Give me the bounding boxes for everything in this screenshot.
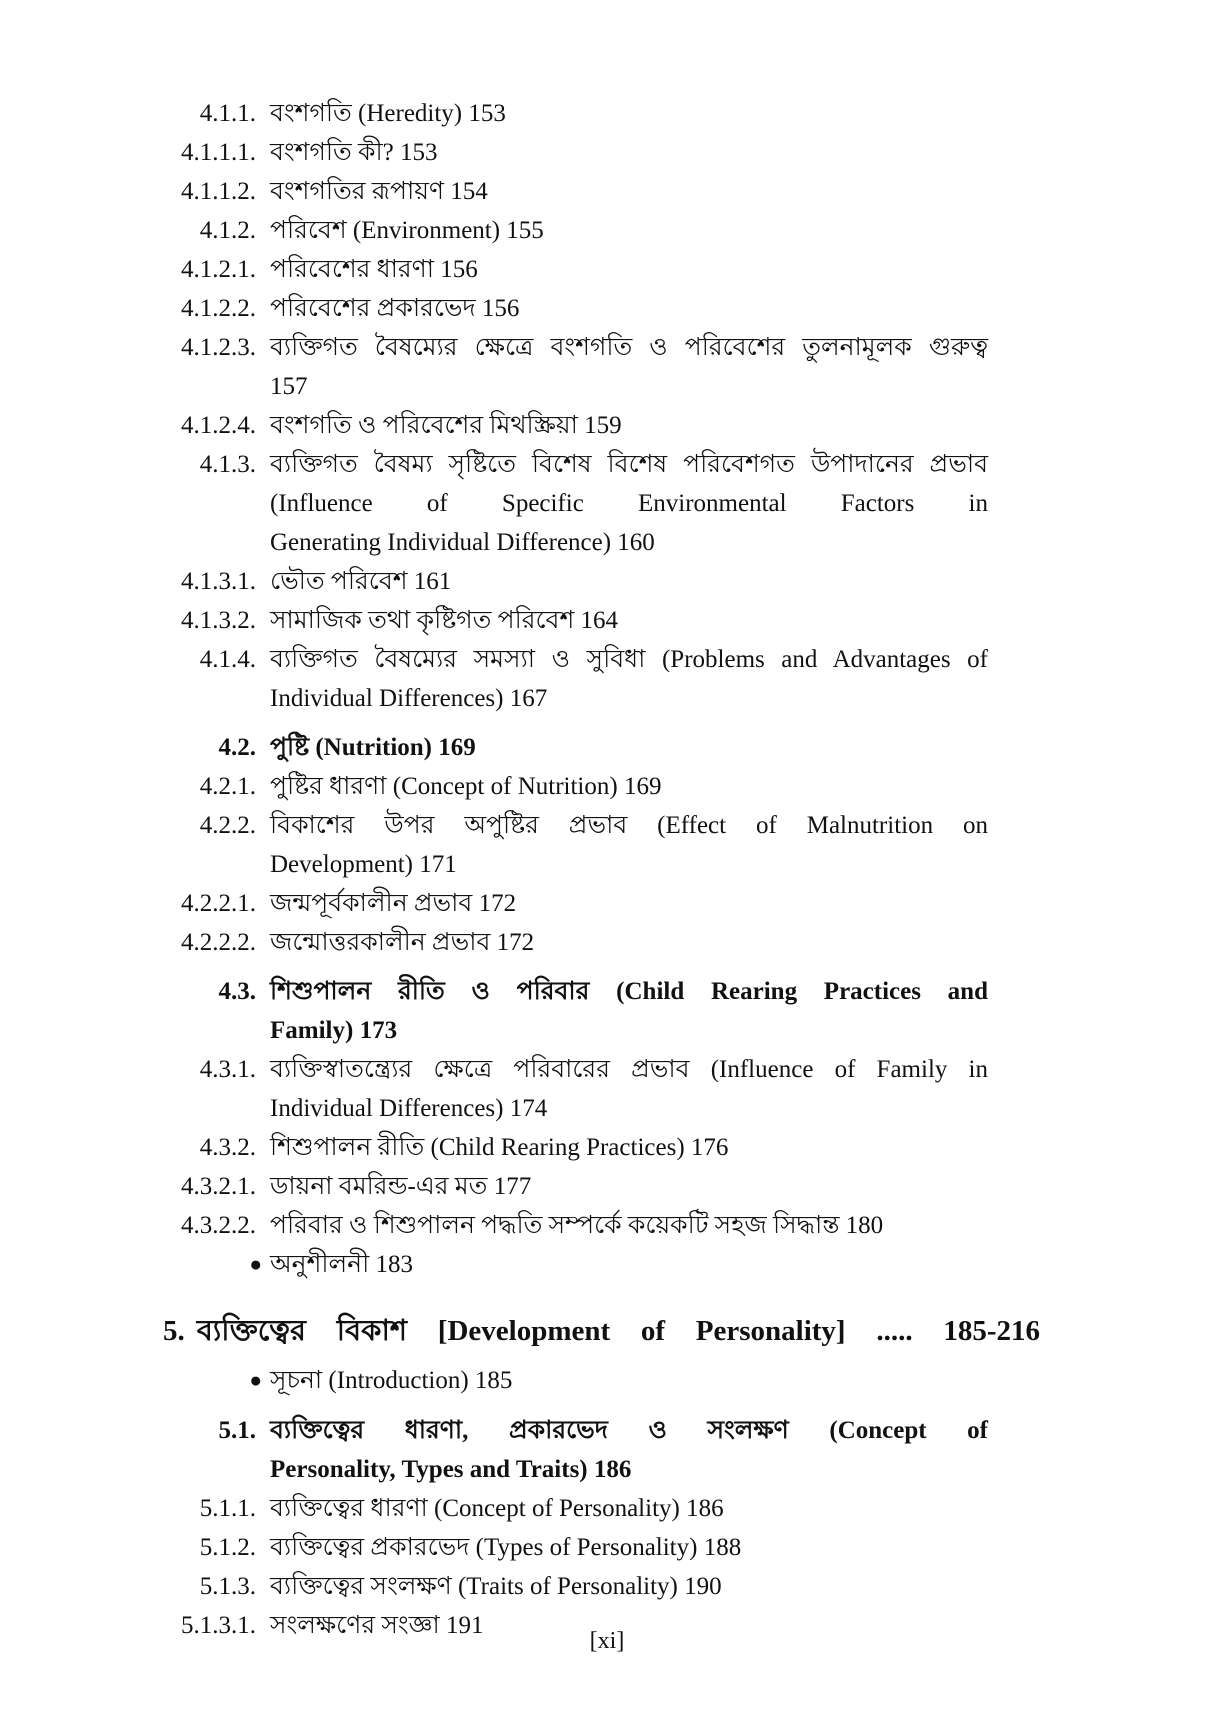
entry-line: Personality, Types and Traits) 186: [270, 1456, 632, 1483]
entry-text: [270, 1206, 988, 1245]
entry-text: [270, 94, 988, 133]
toc-entry: [0, 1489, 1214, 1528]
entry-line: ব্যক্তিত্বের সংলক্ষণ (Traits of Personality) 190: [270, 1573, 722, 1600]
toc-entry: [0, 1411, 1214, 1489]
entry-number: 4.2.2.2.: [181, 929, 256, 956]
toc-entry: [0, 289, 1214, 328]
entry-number: 4.1.2.: [199, 217, 256, 244]
entry-line: Generating Individual Difference) 160: [270, 529, 655, 556]
entry-number: 4.1.3.2.: [181, 607, 256, 634]
bullet-icon: ●: [249, 1368, 262, 1392]
entry-line: ব্যক্তিস্বাতন্ত্র্যের ক্ষেত্রে পরিবারের প্রভাব (Influence of Family in: [270, 1056, 988, 1083]
toc-entry: [0, 640, 1214, 718]
entry-line: ভৌত পরিবেশ 161: [270, 568, 452, 595]
entry-line: শিশুপালন রীতি ও পরিবার (Child Rearing Practices and: [270, 978, 988, 1005]
entry-text: [270, 1245, 988, 1284]
entry-number: 4.1.2.1.: [181, 256, 256, 283]
toc-entry: [0, 1361, 1214, 1401]
entry-number: 5.: [163, 1315, 185, 1347]
entry-number: 4.1.2.3.: [181, 334, 256, 361]
entry-line: শিশুপালন রীতি (Child Rearing Practices) 176: [270, 1134, 729, 1161]
toc-entry: [0, 94, 1214, 133]
entry-line: বংশগতি (Heredity) 153: [270, 100, 506, 127]
entry-line: (Influence of Specific Environmental Factors in: [270, 490, 988, 517]
entry-number: 5.1.1.: [199, 1495, 256, 1522]
entry-line: ব্যক্তিত্বের ধারণা (Concept of Personality) 186: [270, 1495, 724, 1522]
toc-entry: [0, 1567, 1214, 1606]
toc-entry: [0, 562, 1214, 601]
toc-entry: [0, 1307, 1214, 1355]
entry-line: ব্যক্তিগত বৈষম্যের সমস্যা ও সুবিধা (Problems and Advantages of: [270, 646, 988, 673]
entry-text: [270, 972, 988, 1050]
entry-text: [270, 884, 988, 923]
entry-number: 5.1.2.: [199, 1534, 256, 1561]
toc-entry: [0, 1206, 1214, 1245]
entry-line: ব্যক্তিগত বৈষম্য সৃষ্টিতে বিশেষ বিশেষ পরিবেশগত উপাদানের প্রভাব: [270, 451, 988, 478]
entry-number: 5.1.: [218, 1417, 256, 1444]
entry-line: পুষ্টির ধারণা (Concept of Nutrition) 169: [270, 773, 662, 800]
entry-line: সামাজিক তথা কৃষ্টিগত পরিবেশ 164: [270, 607, 619, 634]
entry-number: 4.1.1.2.: [181, 178, 256, 205]
entry-number: 4.1.3.: [199, 451, 256, 478]
entry-text: [270, 1567, 988, 1606]
entry-text: [270, 211, 988, 250]
toc-entry: [0, 328, 1214, 406]
entry-line: ব্যক্তিগত বৈষম্যের ক্ষেত্রে বংশগতি ও পরিবেশের তুলনামূলক গুরুত্ব: [270, 334, 988, 361]
entry-line: Individual Differences) 167: [270, 685, 548, 712]
toc-entry: [0, 806, 1214, 884]
entry-text: [270, 1361, 988, 1400]
entry-line: ব্যক্তিত্বের বিকাশ [Development of Personality] ..... 185-216: [196, 1315, 1040, 1347]
entry-text: [270, 923, 988, 962]
entry-number: 4.3.1.: [199, 1056, 256, 1083]
entry-number: 5.1.3.: [199, 1573, 256, 1600]
entry-line: জন্মপূর্বকালীন প্রভাব 172: [270, 890, 517, 917]
toc-entry: [0, 923, 1214, 962]
entry-text: [270, 289, 988, 328]
entry-number: 4.1.4.: [199, 646, 256, 673]
toc-entry: [0, 884, 1214, 923]
entry-number: 4.3.2.: [199, 1134, 256, 1161]
entry-line: ব্যক্তিত্বের প্রকারভেদ (Types of Personality) 188: [270, 1534, 742, 1561]
toc-entry: [0, 972, 1214, 1050]
entry-number: 4.1.2.4.: [181, 412, 256, 439]
entry-line: পুষ্টি (Nutrition) 169: [270, 734, 476, 761]
page-footer: [xi]: [589, 1628, 625, 1654]
toc-entry: [0, 1167, 1214, 1206]
entry-number: 4.1.2.2.: [181, 295, 256, 322]
entry-line: ডায়না বমরিন্ড-এর মত 177: [270, 1173, 532, 1200]
entry-line: বংশগতি ও পরিবেশের মিথস্ক্রিয়া 159: [270, 412, 622, 439]
entry-line: অনুশীলনী 183: [270, 1251, 413, 1278]
entry-number: 4.1.1.1.: [181, 139, 256, 166]
entry-line: পরিবেশের প্রকারভেদ 156: [270, 295, 520, 322]
entry-text: [270, 1128, 988, 1167]
entry-number: 5.1.3.1.: [181, 1612, 256, 1639]
entry-text: [270, 1528, 988, 1567]
entry-line: বংশগতি কী? 153: [270, 139, 438, 166]
entry-line: পরিবেশ (Environment) 155: [270, 217, 544, 244]
entry-number: 4.1.1.: [199, 100, 256, 127]
entry-text: [270, 767, 988, 806]
entry-marker: [0, 1245, 262, 1285]
entry-text: [270, 601, 988, 640]
entry-line: পরিবার ও শিশুপালন পদ্ধতি সম্পর্কে কয়েকটি সহজ সিদ্ধান্ত 180: [270, 1212, 884, 1239]
toc-entry: [0, 728, 1214, 767]
bullet-icon: ●: [249, 1252, 262, 1276]
entry-number: 4.3.2.2.: [181, 1212, 256, 1239]
entry-text: [270, 172, 988, 211]
entry-text: [270, 328, 988, 406]
entry-number: 4.2.1.: [199, 773, 256, 800]
entry-number: 4.1.3.1.: [181, 568, 256, 595]
entry-text: [270, 445, 988, 562]
entry-line: ব্যক্তিত্বের ধারণা, প্রকারভেদ ও সংলক্ষণ (Concept of: [270, 1417, 988, 1444]
entry-text: [270, 406, 988, 445]
toc-entry: [0, 250, 1214, 289]
entry-line: Development) 171: [270, 851, 457, 878]
entry-line: সংলক্ষণের সংজ্ঞা 191: [270, 1612, 484, 1639]
entry-line: সূচনা (Introduction) 185: [270, 1367, 513, 1394]
toc-entry: [0, 1528, 1214, 1567]
entry-line: বিকাশের উপর অপুষ্টির প্রভাব (Effect of Malnutrition on: [270, 812, 988, 839]
entry-number: 4.3.: [218, 978, 256, 1005]
entry-text: [270, 806, 988, 884]
entry-line: Individual Differences) 174: [270, 1095, 548, 1122]
toc-entry: [0, 172, 1214, 211]
entry-line: জন্মোত্তরকালীন প্রভাব 172: [270, 929, 535, 956]
entry-text: [270, 640, 988, 718]
entry-text: [270, 1489, 988, 1528]
entry-text: [270, 1411, 988, 1489]
toc-entry: [0, 1245, 1214, 1285]
entry-number: 4.2.2.1.: [181, 890, 256, 917]
toc-entry: [0, 767, 1214, 806]
toc-entry: [0, 1128, 1214, 1167]
entry-text: [197, 1307, 1040, 1355]
toc-entry: [0, 445, 1214, 562]
entry-text: [270, 1167, 988, 1206]
toc-entry: [0, 601, 1214, 640]
entry-text: [270, 133, 988, 172]
entry-line: পরিবেশের ধারণা 156: [270, 256, 478, 283]
entry-text: [270, 250, 988, 289]
entry-text: [270, 728, 988, 767]
entry-number: 4.2.: [218, 734, 256, 761]
entry-line: বংশগতির রূপায়ণ 154: [270, 178, 488, 205]
entry-text: [270, 562, 988, 601]
toc-entry: [0, 1050, 1214, 1128]
entry-number: 4.3.2.1.: [181, 1173, 256, 1200]
entry-text: [270, 1050, 988, 1128]
entry-marker: [0, 1361, 262, 1401]
entry-line: Family) 173: [270, 1017, 398, 1044]
entry-line: 157: [270, 373, 308, 400]
entry-number: 4.2.2.: [199, 812, 256, 839]
toc-entry: [0, 211, 1214, 250]
toc-entry: [0, 133, 1214, 172]
toc-entry: [0, 406, 1214, 445]
